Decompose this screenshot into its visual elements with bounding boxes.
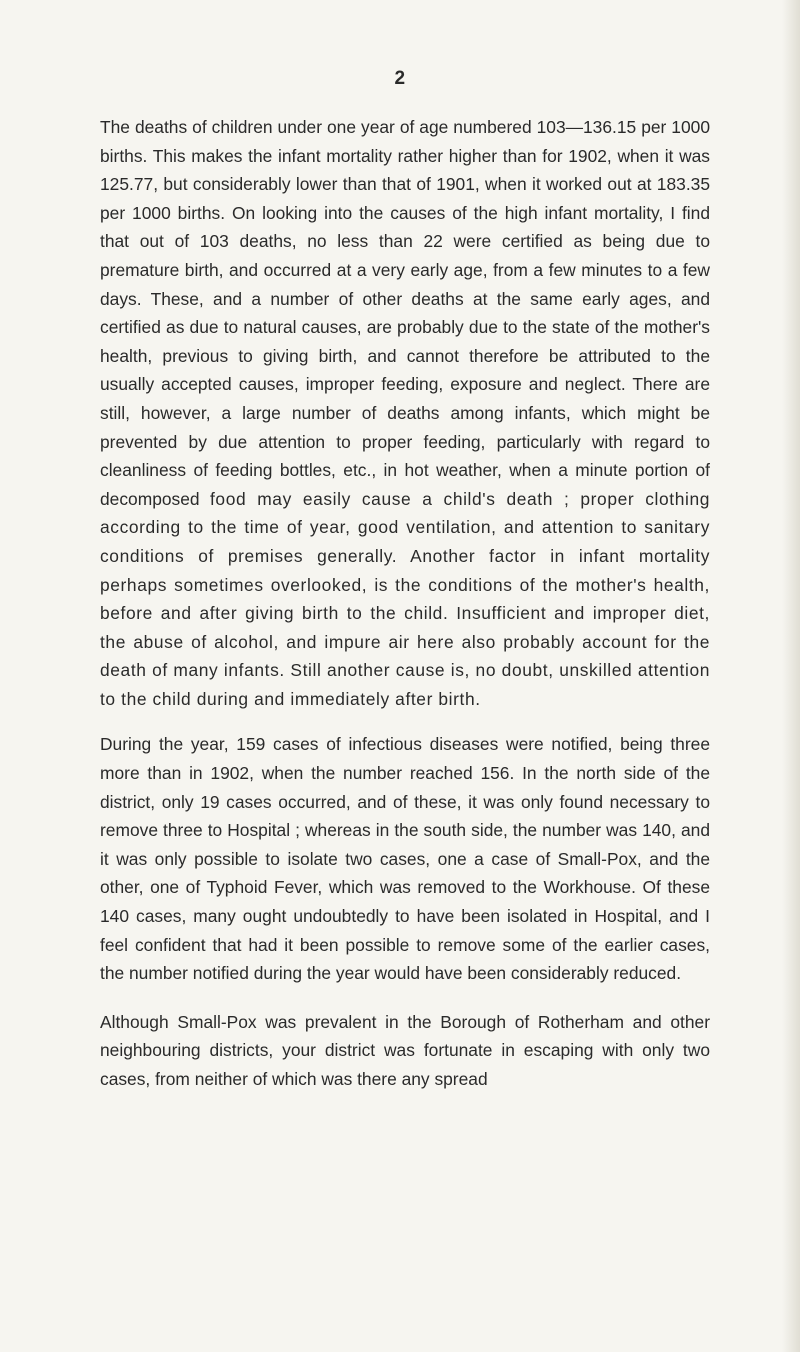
- paragraph-infant-mortality: [100, 113, 710, 713]
- page-number: 2: [394, 68, 406, 89]
- page-edge-shadow: [782, 0, 800, 1352]
- paragraph-infectious-diseases: During the year, 159 cases of infectious diseases were notified, being three more than in 1902, when the number reached 156. In the north side of the district, only 19 cases occurred, and of these, it was only found necessary to remove three to Hospital ; whereas in the south side, the number was 140, and it was only possible to isolate two cases, one a case of Small-Pox, and the other, one of Typhoid Fever, which was removed to the Workhouse. Of these 140 cases, many ought undoubtedly to have been isolated in Hospital, and I feel confident that had it been possible to remove some of the earlier cases, the number notified during the year would have been considerably reduced.: [100, 734, 710, 984]
- paragraph-infant-mortality-part-2: food may easily cause a child's death ; proper clothing according to the time of year, good ventilation, and attention to sanitary conditions of premises generally. Another factor in infant mortality perhaps sometimes overlooked, is the conditions of the mother's health, before and after giving birth to the child. Insufficient and improper diet, the abuse of alcohol, and impure air here also probably account for the death of many infants. Still another cause is, no doubt, unskilled attention to the child during and immediately after birth.: [100, 488, 710, 709]
- paragraph-infant-mortality-part-1: The deaths of children under one year of age numbered 103—136.15 per 1000 births. This makes the infant mortality rather higher than for 1902, when it was 125.77, but considerably lower than that of 1901, when it worked out at 183.35 per 1000 births. On looking into the causes of the high infant mortality, I find that out of 103 deaths, no less than 22 were certified as being due to premature birth, and occurred at a very early age, from a few minutes to a few days. These, and a number of other deaths at the same early ages, and certified as due to natural causes, are probably due to the state of the mother's health, previous to giving birth, and cannot therefore be attributed to the usually accepted causes, improper feeding, exposure and neglect. There are still, however, a large number of deaths among infants, which might be prevented by due attention to proper feeding, particularly with regard to cleanliness of feeding bottles, etc., in hot weather, when a minute portion of decomposed: [100, 117, 710, 509]
- paragraph-small-pox: Although Small-Pox was prevalent in the Borough of Rotherham and other neighbouring districts, your district was fortunate in escaping with only two cases, from neither of which was there any spread: [100, 1011, 710, 1089]
- body-text: [100, 113, 710, 1094]
